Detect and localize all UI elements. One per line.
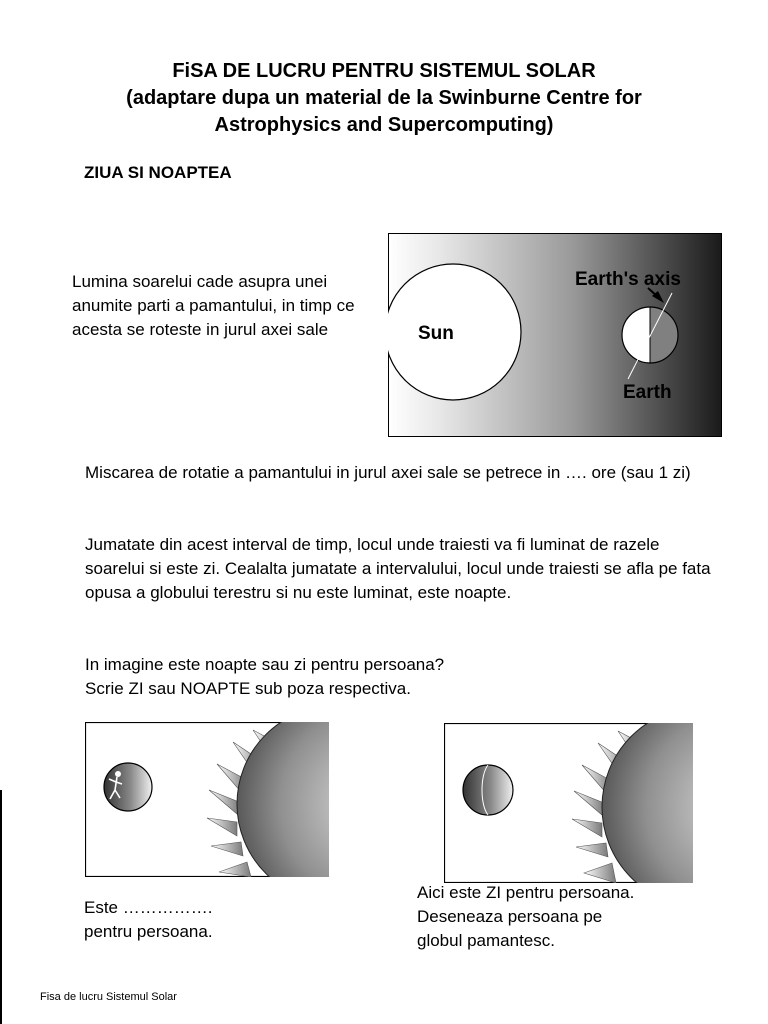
- title-line-3: Astrophysics and Supercomputing): [214, 114, 554, 136]
- paragraph-question: [85, 653, 715, 701]
- caption-right-line-3: globul pamantesc.: [417, 931, 555, 950]
- title-line-1: FiSA DE LUCRU PENTRU SISTEMUL SOLAR: [172, 60, 596, 82]
- page-footer: Fisa de lucru Sistemul Solar: [40, 991, 177, 1003]
- title-line-2: (adaptare dupa un material de la Swinburne Centre for: [126, 87, 642, 109]
- earth-globe-right: [463, 765, 513, 815]
- sun-earth-diagram: [388, 233, 722, 437]
- earth-globe-left: [104, 763, 152, 811]
- sun-circle: [388, 264, 521, 400]
- illustration-right: [444, 723, 693, 883]
- caption-left: [84, 896, 344, 944]
- paragraph-day-night: Jumatate din acest interval de timp, locul unde traiesti va fi luminat de razele soarelui si este zi. Cealalta jumatate a intervalului, locul unde traiesti se afla pe fata opusa a globului terestru si nu este luminat, este noapte.: [85, 535, 711, 602]
- illustration-left: [85, 722, 329, 877]
- caption-right-line-2: Deseneaza persoana pe: [417, 907, 603, 926]
- earth-axis-label: Earth's axis: [575, 269, 681, 290]
- question-line-2: Scrie ZI sau NOAPTE sub poza respectiva.: [85, 679, 411, 698]
- intro-text: Lumina soarelui cade asupra unei anumite parti a pamantului, in timp ce acesta se roteste in jurul axei sale: [72, 272, 355, 339]
- question-line-1: In imagine este noapte sau zi pentru persoana?: [85, 655, 445, 674]
- caption-left-line-1: Este …………….: [84, 898, 213, 917]
- caption-left-line-2: pentru persoana.: [84, 922, 213, 941]
- caption-right-line-1: Aici este ZI pentru persoana.: [417, 883, 635, 902]
- section-heading: ZIUA SI NOAPTEA: [84, 163, 232, 182]
- caption-right: [417, 881, 747, 953]
- paragraph-rotation: Miscarea de rotatie a pamantului in jurul axei sale se petrece in …. ore (sau 1 zi): [85, 463, 691, 482]
- earth-label: Earth: [623, 382, 672, 403]
- sun-label: Sun: [418, 323, 454, 344]
- margin-line: [0, 790, 2, 1024]
- page-title: [60, 58, 708, 139]
